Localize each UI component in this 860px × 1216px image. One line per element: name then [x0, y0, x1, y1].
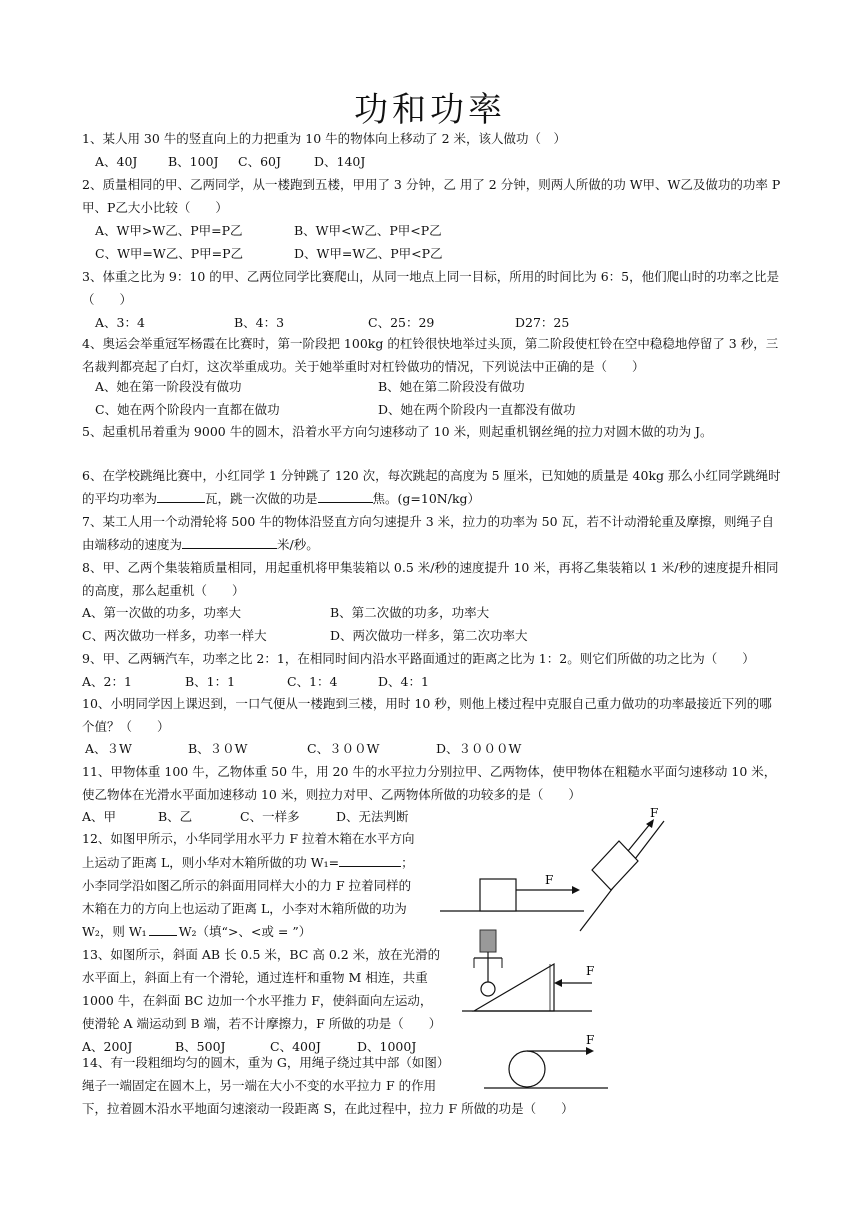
- question-2: 2、质量相同的甲、乙两同学，从一楼跑到五楼，甲用了 3 分钟，乙 用了 2 分钟，则两人所做的功 W甲、W乙及做功的功率 P甲、P乙大小比较（ ）: [82, 177, 781, 215]
- pulley-a: [481, 982, 495, 996]
- question-11: 11、甲物体重 100 牛，乙物体重 50 牛，用 20 牛的水平拉力分别拉甲、乙两物体，使甲物体在粗糙水平面匀速移动 10 米，使乙物体在光滑水平面加速移动 10 米，则拉力对甲、乙两物体所做的功较多的是（ ）: [82, 764, 777, 802]
- q2-option-d: D、W甲=W乙、P甲<P乙: [294, 246, 443, 261]
- q6-text-3: 焦。(g=10N/kg）: [372, 491, 481, 506]
- q3-option-c: C、25：29: [368, 315, 435, 330]
- wooden-box: [480, 879, 516, 911]
- q14-line-2: 绳子一端固定在圆木上，另一端在大小不变的水平拉力 F 的作用: [82, 1078, 437, 1093]
- q12-line-3: 小李同学沿如图乙所示的斜面用同样大小的力 F 拉着同样的: [82, 878, 412, 893]
- q12-line-5: [82, 920, 311, 943]
- q1-option-b: B、100J: [168, 154, 219, 169]
- q10-option-b: B、３０W: [188, 741, 248, 756]
- question-4: 4、奥运会举重冠军杨霞在比赛时，第一阶段把 100kg 的杠铃很快地举过头顶，第二阶段使杠铃在空中稳稳地停留了 3 秒，三名裁判都亮起了白灯，这次举重成功。关于她举重时对杠铃做功的情况，下列说法中正确的是（ ）: [82, 336, 779, 374]
- log-cross-section: [509, 1051, 545, 1087]
- rope-force-arrow-head: [586, 1047, 594, 1055]
- q8-option-d: D、两次做功一样多，第二次功率大: [330, 628, 528, 643]
- q2-option-c: C、W甲=W乙、P甲=P乙: [95, 246, 244, 261]
- q6-blank-power[interactable]: [157, 488, 205, 503]
- q12-blank-w1[interactable]: [339, 852, 401, 867]
- q8-option-a: A、第一次做的功多，功率大: [82, 605, 242, 620]
- q14-line-3: 下，拉着圆木沿水平地面匀速滚动一段距离 S，在此过程中，拉力 F 所做的功是（ ）: [82, 1101, 574, 1116]
- q6-text-1: 6、在学校跳绳比赛中，小红同学 1 分钟跳了 120 次，每次跳起的高度为 5 厘米，已知她的质量是 40kg 那么小红同学跳绳时的平均功率为: [82, 468, 781, 506]
- q11-option-b: B、乙: [158, 809, 193, 824]
- incline-pull-figure: [578, 805, 668, 933]
- question-5: 5、起重机吊着重为 9000 牛的圆木，沿着水平方向匀速移动了 10 米，则起重机钢丝绳的拉力对圆木做的功为 J。: [82, 424, 713, 439]
- question-6: [82, 464, 782, 510]
- q7-text-1: 7、某工人用一个动滑轮将 500 牛的物体沿竖直方向匀速提升 3 米，拉力的功率为 50 瓦，若不计动滑轮重及摩擦，则绳子自由端移动的速度为: [82, 514, 775, 552]
- q9-option-d: D、4：1: [378, 674, 429, 689]
- q14-line-1: 14、有一段粗细均匀的圆木，重为 G，用绳子绕过其中部（如图）: [82, 1055, 450, 1070]
- q13-line-4: 使滑轮 A 端运动到 B 端，若不计摩擦力，F 所做的功是（ ）: [82, 1016, 442, 1031]
- q4-option-c: C、她在两个阶段内一直都在做功: [95, 402, 280, 417]
- q13-line-3: 1000 牛，在斜面 BC 边加一个水平推力 F，使斜面向左运动，: [82, 993, 433, 1008]
- q9-option-a: A、2：1: [82, 674, 132, 689]
- q12-line-5-text: W₂，则 W₁: [82, 924, 147, 939]
- q8-option-c: C、两次做功一样多，功率一样大: [82, 628, 267, 643]
- q10-option-c: C、３００W: [307, 741, 380, 756]
- q4-option-b: B、她在第二阶段没有做功: [378, 379, 525, 394]
- q2-option-a: A、W甲>W乙、P甲=P乙: [95, 223, 243, 238]
- q11-option-c: C、一样多: [240, 809, 300, 824]
- q4-option-d: D、她在两个阶段内一直都没有做功: [378, 402, 576, 417]
- force-label-d: F: [586, 1033, 595, 1047]
- q12-blank-compare[interactable]: [149, 921, 177, 936]
- q10-option-d: D、３０００W: [436, 741, 522, 756]
- q13-option-d: D、1000J: [357, 1039, 417, 1054]
- rolling-log-figure: [480, 1032, 610, 1094]
- q3-option-b: B、4：3: [234, 315, 285, 330]
- force-label-b: F: [650, 806, 659, 820]
- q10-option-a: A、３W: [85, 741, 132, 756]
- q13-line-2: 水平面上，斜面上有一个滑轮，通过连杆和重物 M 相连，共重: [82, 970, 428, 985]
- question-8: 8、甲、乙两个集装箱质量相同，用起重机将甲集装箱以 0.5 米/秒的速度提升 10 米，再将乙集装箱以 1 米/秒的速度提升相同的高度，那么起重机（ ）: [82, 560, 779, 598]
- q12-line-1: 12、如图甲所示，小华同学用水平力 F 拉着木箱在水平方向: [82, 831, 415, 846]
- q12-line-5-end: W₂（填“>、<或 = ”）: [178, 924, 312, 939]
- q9-option-c: C、1：4: [287, 674, 338, 689]
- force-label-a: F: [545, 873, 554, 887]
- q8-option-b: B、第二次做的功多，功率大: [330, 605, 490, 620]
- q13-option-a: A、200J: [82, 1039, 133, 1054]
- question-1: 1、某人用 30 牛的竖直向上的力把重为 10 牛的物体向上移动了 2 米，该人做功（ ）: [82, 131, 567, 146]
- q9-option-b: B、1：1: [185, 674, 236, 689]
- q11-option-a: A、甲: [82, 809, 117, 824]
- q3-option-d: D27：25: [515, 315, 570, 330]
- q2-option-b: B、W甲<W乙、P甲<P乙: [294, 223, 442, 238]
- page-title: 功和功率: [354, 90, 506, 130]
- box-pull-figure: [438, 870, 588, 918]
- q1-option-d: D、140J: [314, 154, 366, 169]
- q7-blank-speed[interactable]: [182, 534, 277, 549]
- wooden-box: [592, 841, 638, 890]
- q13-option-c: C、400J: [270, 1039, 321, 1054]
- q7-text-2: 米/秒。: [277, 537, 319, 552]
- force-arrow: [628, 824, 650, 851]
- q12-line-4: 木箱在力的方向上也运动了距离 L，小李对木箱所做的功为: [82, 901, 407, 916]
- question-9: 9、甲、乙两辆汽车，功率之比 2：1，在相同时间内沿水平路面通过的距离之比为 1：2。则它们所做的功之比为（ ）: [82, 651, 755, 666]
- q4-option-a: A、她在第一阶段没有做功: [95, 379, 242, 394]
- q6-blank-work[interactable]: [318, 488, 373, 503]
- question-7: [82, 510, 782, 556]
- q12-line-2: [82, 851, 414, 874]
- question-3: 3、体重之比为 9：10 的甲、乙两位同学比赛爬山，从同一地点上同一目标，所用的时间比为 6：5，他们爬山时的功率之比是（ ）: [82, 269, 780, 307]
- incline-pulley-figure: [462, 928, 602, 1018]
- q11-option-d: D、无法判断: [336, 809, 409, 824]
- q6-text-2: 瓦，跳一次做的功是: [205, 491, 318, 506]
- q13-option-b: B、500J: [175, 1039, 226, 1054]
- q1-option-a: A、40J: [95, 154, 138, 169]
- q3-option-a: A、3：4: [95, 315, 145, 330]
- q12-line-2-text: 上运动了距离 L，则小华对木箱所做的功 W₁=: [82, 855, 340, 870]
- question-10: 10、小明同学因上课迟到，一口气便从一楼跑到三楼，用时 10 秒，则他上楼过程中克服自己重力做功的功率最接近下列的哪个值？（ ）: [82, 696, 772, 734]
- force-label-c: F: [586, 964, 595, 978]
- q1-option-c: C、60J: [238, 154, 281, 169]
- q12-line-2-end: ；: [401, 855, 414, 870]
- push-force-arrow-head: [554, 979, 562, 987]
- weight-m: [480, 930, 496, 952]
- q13-line-1: 13、如图所示，斜面 AB 长 0.5 米，BC 高 0.2 米，放在光滑的: [82, 947, 441, 962]
